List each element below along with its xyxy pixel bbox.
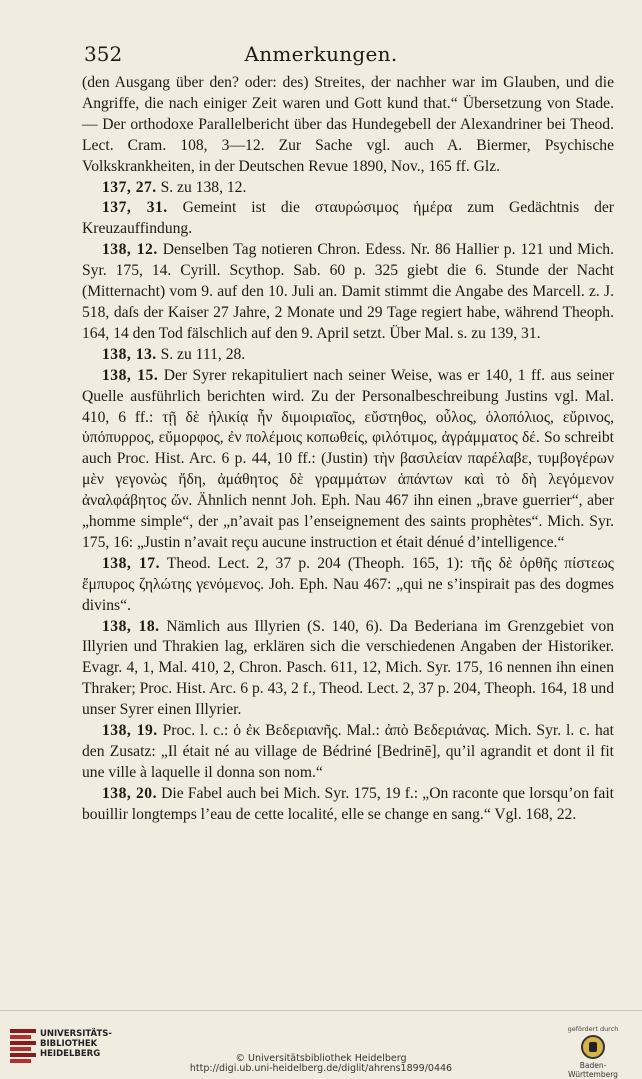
note-ref: 138, 13. <box>102 345 157 363</box>
note-ref: 138, 18. <box>102 617 160 635</box>
library-name: UNIVERSITÄTS- BIBLIOTHEK HEIDELBERG <box>40 1029 112 1059</box>
note-ref: 138, 19. <box>102 722 158 740</box>
note-ref: 137, 31. <box>102 199 168 217</box>
note-138-15: 138, 15. Der Syrer rekapituliert nach seiner Weise, was er 140, 1 ff. aus seiner Quelle ausführlich berichten wird. Zu der Personalbeschreibung Justins vgl. Mal. 410, 6 ff.: τῇ δὲ ἡλικίᾳ ἦν διμοιριαῖος, εὔστηθος, οὖλος, ὁλοπόλιος, εὔρινος, ὑπόπυρρος, εὔμορφος, ἐν πολέμοις κοπωθείς, φιλότιμος, ἀγράμματος δέ. So schreibt auch Proc. Hist. Arc. 6 p. 44, 10 ff.: (Justin) τὴν βασιλείαν παρέλαβε, τυμβογέρων μὲν γεγονὼς ἤδη, ἀμάθητος δὲ γραμμάτων ἁπάντων καὶ τὸ δὴ λεγόμενον ἀναλφάβητος ὤν. Ähnlich nennt Joh. Eph. Nau 467 ihn einen „brave guerrier“, aber „homme simple“, der „n’avait pas l’enseignement des saints prophètes“. Mich. Syr. 175, 16: „Justin n’avait reçu aucune instruction et était dénué d’intelligence.“ <box>82 366 614 551</box>
page-header <box>0 42 642 70</box>
note-138-20: 138, 20. Die Fabel auch bei Mich. Syr. 175, 19 f.: „On raconte que lorsqu’on fait bouillir longtemps l’eau de cette localité, elle se change en sang.“ Vgl. 168, 22. <box>82 784 614 823</box>
copyright-notice: © Universitätsbibliothek Heidelberg <box>235 1053 407 1064</box>
running-title: Anmerkungen. <box>244 42 398 66</box>
note-138-18: 138, 18. Nämlich aus Illyrien (S. 140, 6). Da Bederiana im Grenzgebiet von Illyrien und Thrakien lag, erklären sich die verschiedenen Angaben der Historiker. Evagr. 4, 1, Mal. 410, 2, Chron. Pasch. 611, 12, Mich. Syr. 175, 16 nennen ihn einen Thraker; Proc. Hist. Arc. 6 p. 43, 2 f., Theod. Lect. 2, 37 p. 204, Theoph. 164, 18 und unser Syrer einen Illyrier. <box>82 617 614 719</box>
page-number: 352 <box>84 42 123 66</box>
coat-of-arms-icon <box>581 1035 605 1059</box>
note-138-13: 138, 13. S. zu 111, 28. <box>102 345 246 363</box>
note-ref: 137, 27. <box>102 178 157 196</box>
note-137-27: 137, 27. S. zu 138, 12. <box>102 178 247 196</box>
note-ref: 138, 17. <box>102 554 160 572</box>
paragraph-continuation: (den Ausgang über den? oder: des) Streites, der nachher war im Glauben, und die Angriffe, die nach einiger Zeit waren und Gott kund that.“ Übersetzung von Stade. — Der orthodoxe Parallelbericht über das Hundegebell der Alexandriner bei Theod. Lect. Cram. 108, 3—12. Zur Sache vgl. auch A. Biermer, Psychische Volkskrankheiten, in der Deutschen Revue 1890, Nov., 165 ff. Glz. <box>82 74 614 175</box>
note-ref: 138, 20. <box>102 784 157 802</box>
note-137-31: 137, 31. Gemeint ist die σταυρώσιμος ἡμέρα zum Gedächtnis der Kreuzauffindung. <box>82 199 614 238</box>
note-138-12: 138, 12. Denselben Tag notieren Chron. Edess. Nr. 86 Hallier p. 121 und Mich. Syr. 175, 14. Cyrill. Scythop. Sab. 60 p. 325 giebt die 6. Stunde der Nacht (Mitternacht) vom 9. auf den 10. Juli an. Damit stimmt die Angabe des Marcell. z. J. 518, daſs der Kaiser 27 Jahre, 2 Monate und 29 Tage regiert habe, während Theoph. 164, 14 den Tod fälschlich auf den 9. April setzt. Über Mal. s. zu 139, 31. <box>82 241 614 342</box>
note-138-17: 138, 17. Theod. Lect. 2, 37 p. 204 (Theoph. 165, 1): τῆς δὲ ὀρθῆς πίστεως ἔμπυρος ζηλώτης γενόμενος. Joh. Eph. Nau 467: „qui ne s’inspirait pas des dogmes divins“. <box>82 554 614 614</box>
annotation-text <box>82 73 614 826</box>
note-138-19: 138, 19. Proc. l. c.: ὁ ἐκ Βεδεριανῆς. Mal.: ἀπὸ Βεδεριάνας. Mich. Syr. l. c. hat den Zusatz: „Il était né au village de Bédriné [Bedrinē], qu’il agrandit et dont il fit une ville à laquelle il donna son nom.“ <box>82 722 614 781</box>
funder-name: Baden-Württemberg <box>568 1061 618 1079</box>
note-ref: 138, 12. <box>102 241 158 259</box>
funded-label: gefördert durch <box>567 1025 619 1033</box>
permalink[interactable]: http://digi.ub.uni-heidelberg.de/diglit/ahrens1899/0446 <box>189 1063 453 1074</box>
digitization-footer <box>0 1010 642 1079</box>
note-ref: 138, 15. <box>102 366 159 384</box>
